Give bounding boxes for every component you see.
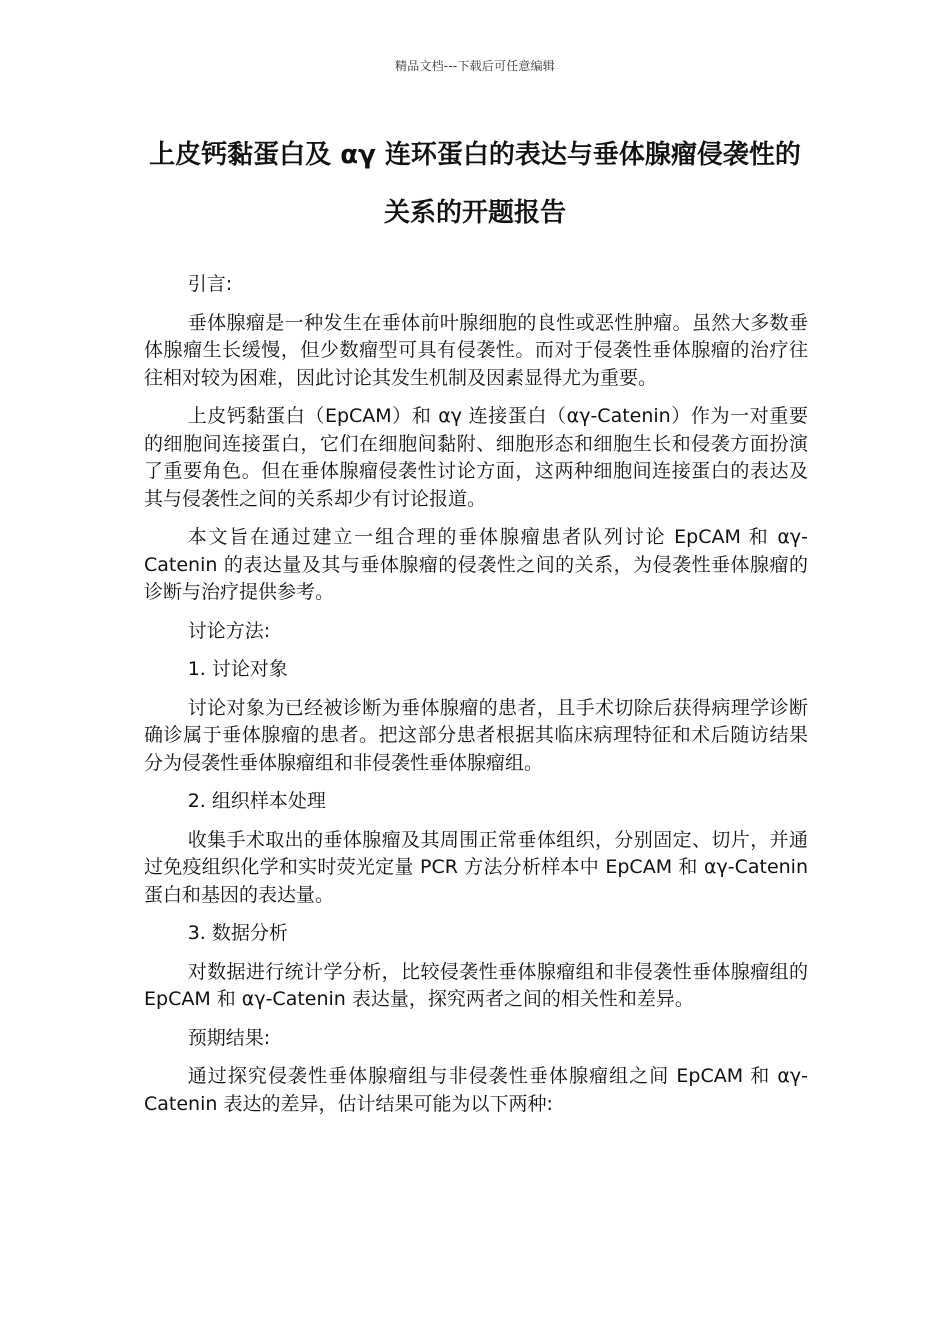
intro-paragraph-3: 本文旨在通过建立一组合理的垂体腺瘤患者队列讨论 EpCAM 和 αγ-Catenin 的表达量及其与垂体腺瘤的侵袭性之间的关系，为侵袭性垂体腺瘤的诊断与治疗提供参考。 [144, 526, 808, 603]
method-3-text: 对数据进行统计学分析，比较侵袭性垂体腺瘤组和非侵袭性垂体腺瘤组的 EpCAM 和 αγ-Catenin 表达量，探究两者之间的相关性和差异。 [144, 960, 808, 1010]
document-body [144, 271, 808, 1129]
method-1-text: 讨论对象为已经被诊断为垂体腺瘤的患者，且手术切除后获得病理学诊断确诊属于垂体腺瘤的患者。把这部分患者根据其临床病理特征和术后随访结果分为侵袭性垂体腺瘤组和非侵袭性垂体腺瘤组。 [144, 696, 808, 774]
method-1-heading: 1. 讨论对象 [187, 658, 288, 680]
method-2-text: 收集手术取出的垂体腺瘤及其周围正常垂体组织，分别固定、切片，并通过免疫组织化学和实时荧光定量 PCR 方法分析样本中 EpCAM 和 αγ-Catenin 蛋白和基因的表达量。 [144, 828, 808, 906]
expected-results-text: 通过探究侵袭性垂体腺瘤组与非侵袭性垂体腺瘤组之间 EpCAM 和 αγ-Catenin 表达的差异，估计结果可能为以下两种: [144, 1065, 808, 1115]
methods-heading: 讨论方法: [187, 619, 271, 642]
intro-heading: 引言: [187, 273, 233, 295]
document-title: 上皮钙黏蛋白及 αγ 连环蛋白的表达与垂体腺瘤侵袭性的关系的开题报告 [149, 140, 801, 228]
intro-paragraph-1: 垂体腺瘤是一种发生在垂体前叶腺细胞的良性或恶性肿瘤。虽然大多数垂体腺瘤生长缓慢，但少数瘤型可具有侵袭性。而对于侵袭性垂体腺瘤的治疗往往相对较为困难，因此讨论其发生机制及因素显得尤为重要。 [144, 311, 808, 389]
intro-paragraph-2: 上皮钙黏蛋白（EpCAM）和 αγ 连接蛋白（αγ-Catenin）作为一对重要的细胞间连接蛋白，它们在细胞间黏附、细胞形态和细胞生长和侵袭方面扮演了重要角色。但在垂体腺瘤侵袭性讨论方面，这两种细胞间连接蛋白的表达及其与侵袭性之间的关系却少有讨论报道。 [144, 405, 808, 510]
page-header: 精品文档---下载后可任意编辑 [395, 59, 555, 73]
method-3-heading: 3. 数据分析 [187, 922, 288, 944]
expected-results-heading: 预期结果: [187, 1026, 271, 1049]
method-2-heading: 2. 组织样本处理 [187, 790, 326, 812]
